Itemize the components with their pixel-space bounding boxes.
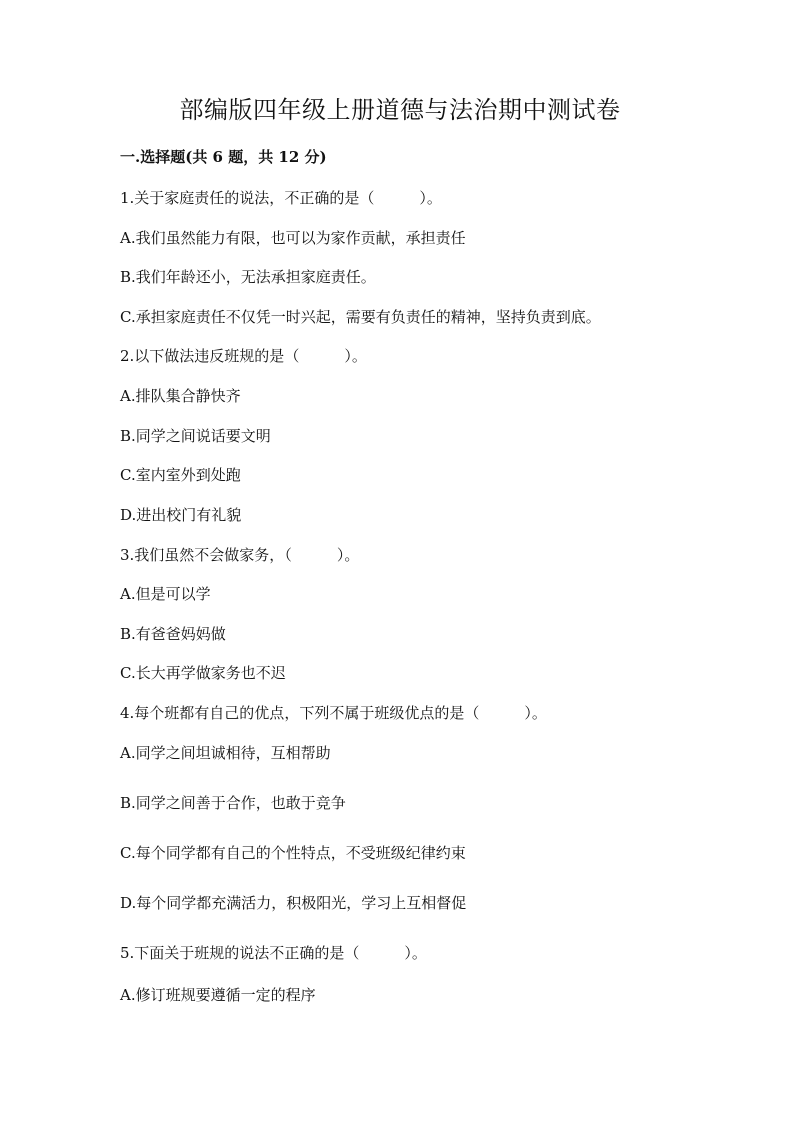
question-4-option-a: A.同学之间坦诚相待，互相帮助 [120,744,331,762]
exam-title: 部编版四年级上册道德与法治期中测试卷 [179,96,621,124]
question-4-option-d: D.每个同学都充满活力，积极阳光，学习上互相督促 [120,894,467,912]
question-3-option-a: A.但是可以学 [120,585,211,603]
question-1-option-a: A.我们虽然能力有限，也可以为家作贡献，承担责任 [120,229,466,247]
question-4-option-c: C.每个同学都有自己的个性特点，不受班级纪律约束 [120,844,466,862]
question-2-option-a: A.排队集合静快齐 [120,387,241,405]
question-2-option-b: B.同学之间说话要文明 [120,427,271,445]
question-5-option-a: A.修订班规要遵循一定的程序 [120,986,316,1004]
question-3-option-b: B.有爸爸妈妈做 [120,625,226,643]
question-2-option-c: C.室内室外到处跑 [120,466,241,484]
section-heading: 一.选择题(共 6 题，共 12 分) [120,148,327,166]
question-1-option-c: C.承担家庭责任不仅凭一时兴起，需要有负责任的精神，坚持负责到底。 [120,308,601,326]
question-4: 4.每个班都有自己的优点，下列不属于班级优点的是（ ）。 [120,704,547,722]
question-4-option-b: B.同学之间善于合作，也敢于竞争 [120,794,346,812]
question-5: 5.下面关于班规的说法不正确的是（ ）。 [120,944,427,962]
question-1-option-b: B.我们年龄还小，无法承担家庭责任。 [120,268,376,286]
question-1: 1.关于家庭责任的说法，不正确的是（ ）。 [120,189,442,207]
question-3: 3.我们虽然不会做家务，（ ）。 [120,546,360,564]
question-2-option-d: D.进出校门有礼貌 [120,506,242,524]
question-2: 2.以下做法违反班规的是（ ）。 [120,347,367,365]
question-3-option-c: C.长大再学做家务也不迟 [120,664,286,682]
